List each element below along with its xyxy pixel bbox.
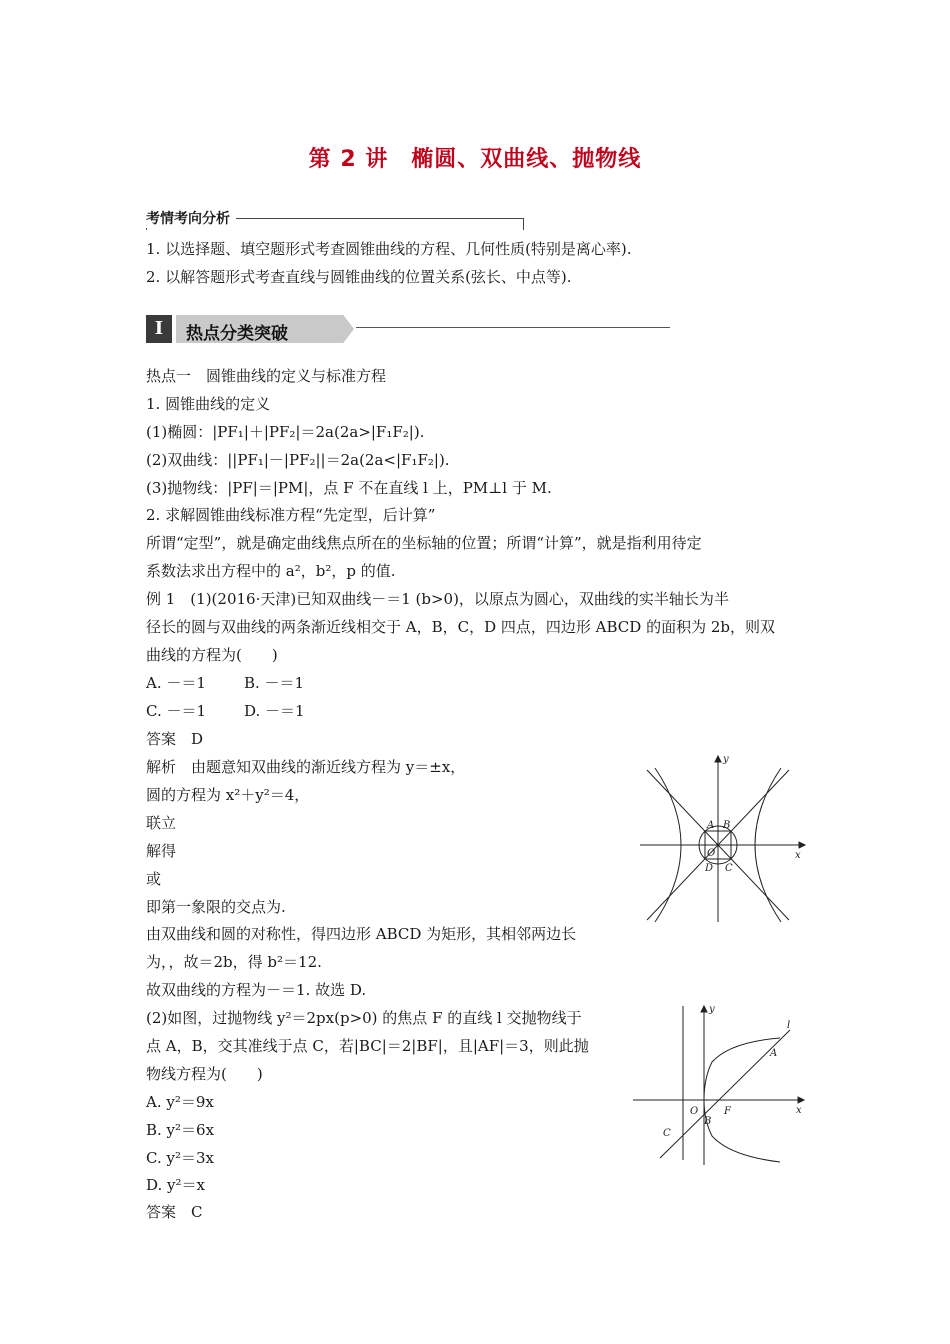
fig2-y-label: y — [709, 1004, 715, 1015]
example1-line-3: 曲线的方程为( ) — [146, 646, 278, 664]
example2-answer: 答案 C — [146, 1203, 203, 1221]
example1-analysis-8: 为，，故＝2b，得 b²＝12. — [146, 953, 322, 971]
section-rule — [356, 327, 670, 328]
example2-option-a: A. y²＝9x — [146, 1093, 214, 1111]
fig1-point-a: A — [707, 820, 715, 831]
solve-text-1: 所谓“定型”，就是确定曲线焦点所在的坐标轴的位置；所谓“计算”，就是指利用待定 — [146, 534, 702, 552]
example1-analysis-7: 由双曲线和圆的对称性，得四边形 ABCD 为矩形，其相邻两边长 — [146, 925, 577, 943]
example1-analysis-5: 或 — [146, 870, 162, 888]
example2-line-1: (2)如图，过抛物线 y²＝2px(p>0) 的焦点 F 的直线 l 交抛物线于 — [146, 1009, 582, 1027]
example2-line-3: 物线方程为( ) — [146, 1065, 263, 1083]
example1-analysis-3: 联立 — [146, 814, 177, 832]
example1-option-c: C. －＝1 — [146, 702, 207, 720]
example2-option-b: B. y²＝6x — [146, 1121, 215, 1139]
fig2-x-label: x — [796, 1105, 802, 1116]
example1-line-1: 例 1 (1)(2016·天津)已知双曲线－＝1 (b>0)，以原点为圆心，双曲线的实半轴长为半 — [146, 590, 729, 608]
example1-line-2: 径长的圆与双曲线的两条渐近线相交于 A，B，C，D 四点，四边形 ABCD 的面积为 2b，则双 — [146, 618, 775, 636]
example1-option-b: B. －＝1 — [244, 674, 305, 692]
page-title: 第 2 讲 椭圆、双曲线、抛物线 — [308, 147, 642, 172]
analysis-item-1: 1. 以选择题、填空题形式考查圆锥曲线的方程、几何性质(特别是离心率). — [146, 240, 632, 258]
analysis-item-2: 2. 以解答题形式考查直线与圆锥曲线的位置关系(弦长、中点等). — [146, 268, 572, 286]
x-axis-arrow — [798, 1097, 804, 1103]
definition-heading: 1. 圆锥曲线的定义 — [146, 395, 271, 413]
section-numeral: I — [146, 315, 172, 343]
example1-analysis-6: 即第一象限的交点为. — [146, 898, 286, 916]
parabola-figure — [630, 1000, 810, 1165]
solve-text-2: 系数法求出方程中的 a²，b²，p 的值. — [146, 562, 396, 580]
fig1-point-d: D — [705, 863, 714, 874]
header-tick-right — [523, 218, 524, 230]
fig2-point-c: C — [663, 1128, 671, 1139]
fig2-focus-label: F — [724, 1106, 731, 1117]
example1-analysis-9: 故双曲线的方程为－＝1. 故选 D. — [146, 981, 367, 999]
hyperbola-figure — [635, 750, 815, 930]
fig1-y-label: y — [723, 754, 729, 765]
x-axis-arrow — [799, 842, 805, 848]
definition-hyperbola: (2)双曲线：||PF₁|－|PF₂||＝2a(2a<|F₁F₂|). — [146, 451, 450, 469]
analysis-header — [146, 208, 524, 228]
example2-line-2: 点 A，B，交其准线于点 C，若|BC|＝2|BF|，且|AF|＝3，则此抛 — [146, 1037, 589, 1055]
section-label: 热点分类突破 — [186, 324, 288, 344]
fig2-point-a: A — [770, 1048, 778, 1059]
example1-analysis-1: 解析 由题意知双曲线的渐近线方程为 y＝±x， — [146, 758, 466, 776]
example2-option-c: C. y²＝3x — [146, 1149, 214, 1167]
definition-parabola: (3)抛物线：|PF|＝|PM|，点 F 不在直线 l 上，PM⊥l 于 M. — [146, 479, 552, 497]
fig2-line-label: l — [787, 1020, 791, 1031]
fig1-point-c: C — [725, 863, 733, 874]
example1-option-d: D. －＝1 — [244, 702, 305, 720]
definition-ellipse: (1)椭圆：|PF₁|＋|PF₂|＝2a(2a>|F₁F₂|). — [146, 423, 425, 441]
example2-option-d: D. y²＝x — [146, 1176, 205, 1194]
example1-option-a: A. －＝1 — [146, 674, 206, 692]
fig2-point-b: B — [704, 1116, 712, 1127]
example1-analysis-2: 圆的方程为 x²＋y²＝4， — [146, 786, 310, 804]
fig1-x-label: x — [795, 850, 801, 861]
analysis-heading: 考情考向分析 — [146, 208, 236, 228]
y-axis-arrow — [715, 756, 721, 762]
example1-analysis-4: 解得 — [146, 842, 177, 860]
fig1-origin-label: O — [707, 848, 716, 859]
hotspot-title: 热点一 圆锥曲线的定义与标准方程 — [146, 367, 387, 385]
example1-answer: 答案 D — [146, 730, 204, 748]
fig1-point-b: B — [723, 820, 731, 831]
y-axis-arrow — [701, 1006, 707, 1012]
solve-heading: 2. 求解圆锥曲线标准方程“先定型，后计算” — [146, 506, 436, 524]
fig2-origin-label: O — [690, 1106, 699, 1117]
